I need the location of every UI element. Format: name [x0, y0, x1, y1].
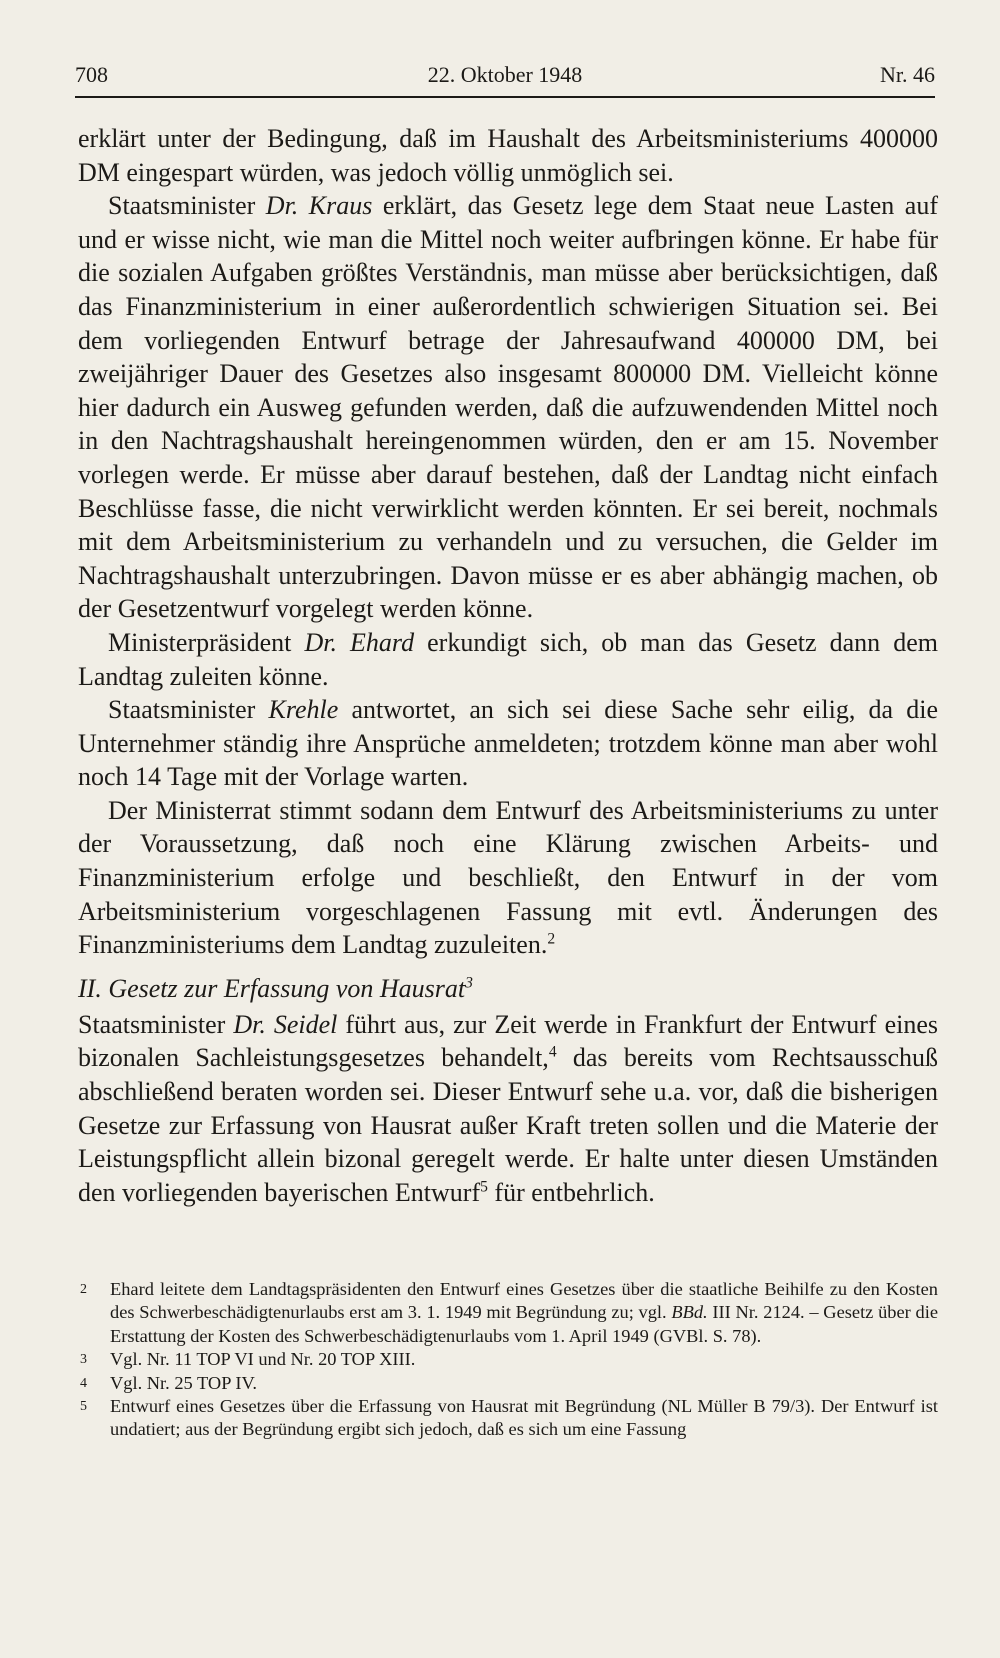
- paragraph-3: Ministerpräsident Dr. Ehard erkundigt sich, ob man das Gesetz dann dem Landtag zuleiten könne.: [78, 627, 938, 691]
- paragraph-2: Staatsminister Dr. Kraus erklärt, das Gesetz lege dem Staat neue Lasten auf und er wisse nicht, wie man die Mittel noch weiter aufbringen könne. Er habe für die sozialen Aufgaben größtes Verständnis, man müsse aber berücksichtigen, daß das Finanzministerium in einer außerordentlich schwierigen Situation sei. Bei dem vorliegenden Entwurf betrage der Jahresaufwand 400000 DM, bei zweijähriger Dauer des Gesetzes also insgesamt 800000 DM. Vielleicht könne hier dadurch ein Ausweg gefunden werden, daß die aufzuwendenden Mittel noch in den Nachtragshaushalt hereingenommen würden, den er am 15. November vorlegen werde. Er müsse aber darauf bestehen, daß der Landtag nicht einfach Beschlüsse fasse, die nicht verwirklicht werden könnten. Er sei bereit, nochmals mit dem Arbeitsministerium zu verhandeln und zu versuchen, die Gelder im Nachtragshaushalt unterzubringen. Davon müsse er es aber abhängig machen, ob der Gesetzentwurf vorgelegt werden könne.: [78, 191, 938, 624]
- footnote-ref: 5: [480, 1178, 488, 1196]
- paragraph-1: erklärt unter der Bedingung, daß im Haushalt des Arbeitsministeriums 400000 DM eingespart würden, was jedoch völlig unmöglich sei.: [78, 124, 938, 187]
- speaker-name: Dr. Seidel: [233, 1009, 338, 1039]
- footnote: 2 Ehard leitete dem Landtagspräsidenten den Entwurf eines Gesetzes über die staatliche Beihilfe zu den Kosten des Schwerbeschädigtenurlaubs erst am 3. 1. 1949 mit Begründung zu; vgl. BBd. III Nr. 2124. – Gesetz über die Erstattung der Kosten des Schwerbeschädigtenurlaubs vom 1. April 1949 (GVBl. S. 78).: [80, 1279, 938, 1346]
- footnote: 3 Vgl. Nr. 11 TOP VI und Nr. 20 TOP XIII.: [80, 1348, 938, 1371]
- footnote-number: 5: [80, 1399, 87, 1415]
- running-header: [75, 58, 935, 92]
- header-rule: [75, 96, 935, 98]
- section-heading: II. Gesetz zur Erfassung von Hausrat$^3$: [78, 973, 473, 1003]
- footnote-ref: 2: [547, 930, 556, 948]
- footnote: 5 Entwurf eines Gesetzes über die Erfassung von Hausrat mit Begründung (NL Müller B 79/3). Der Entwurf ist undatiert; aus der Begründung ergibt sich jedoch, daß es sich um eine Fassung: [80, 1396, 938, 1440]
- footnote-ref: 4: [548, 1044, 557, 1062]
- footnote-number: 3: [80, 1352, 87, 1368]
- paragraph-6: Staatsminister Dr. Seidel führt aus, zur Zeit werde in Frankfurt der Entwurf eines bizonalen Sachleistungsgesetzes behandelt,$^4$ das bereits vom Rechtsausschuß abschließend beraten worden sei. Dieser Entwurf sehe u.a. vor, daß die bisherigen Gesetze zur Erfassung von Hausrat außer Kraft treten sollen und die Materie der Leistungspflicht allein bizonal geregelt werde. Er halte unter diesen Umständen den vorliegenden bayerischen Entwurf$^5$ für entbehrlich.: [78, 1009, 938, 1207]
- footnote-number: 4: [80, 1375, 87, 1391]
- speaker-name: Dr. Kraus: [265, 191, 373, 221]
- paragraph-5: Der Ministerrat stimmt sodann dem Entwurf des Arbeitsministeriums zu unter der Voraussetzung, daß noch eine Klärung zwischen Arbeits- und Finanzministerium erfolge und beschließt, den Entwurf in der vom Arbeitsministerium vorgeschlagenen Fassung mit evtl. Änderungen des Finanzministeriums dem Landtag zuzuleiten.$^2$: [78, 795, 938, 960]
- speaker-name: Dr. Ehard: [304, 627, 415, 657]
- footnote: 4 Vgl. Nr. 25 TOP IV.: [80, 1372, 938, 1395]
- header-date: 22. Oktober 1948: [427, 62, 583, 87]
- speaker-name: Krehle: [268, 695, 339, 725]
- paragraph-4: Staatsminister Krehle antwortet, an sich sei diese Sache sehr eilig, da die Unternehmer ständig ihre Ansprüche anmeldeten; trotzdem könne man aber wohl noch 14 Tage mit der Vorlage warten.: [78, 695, 938, 792]
- page-number: 708: [75, 62, 108, 87]
- footnote-number: 2: [80, 1282, 87, 1297]
- footnote-ref: 3: [465, 974, 473, 992]
- footnotes: [80, 1278, 938, 1442]
- issue-number: Nr. 46: [880, 62, 935, 87]
- main-text: [78, 122, 938, 1209]
